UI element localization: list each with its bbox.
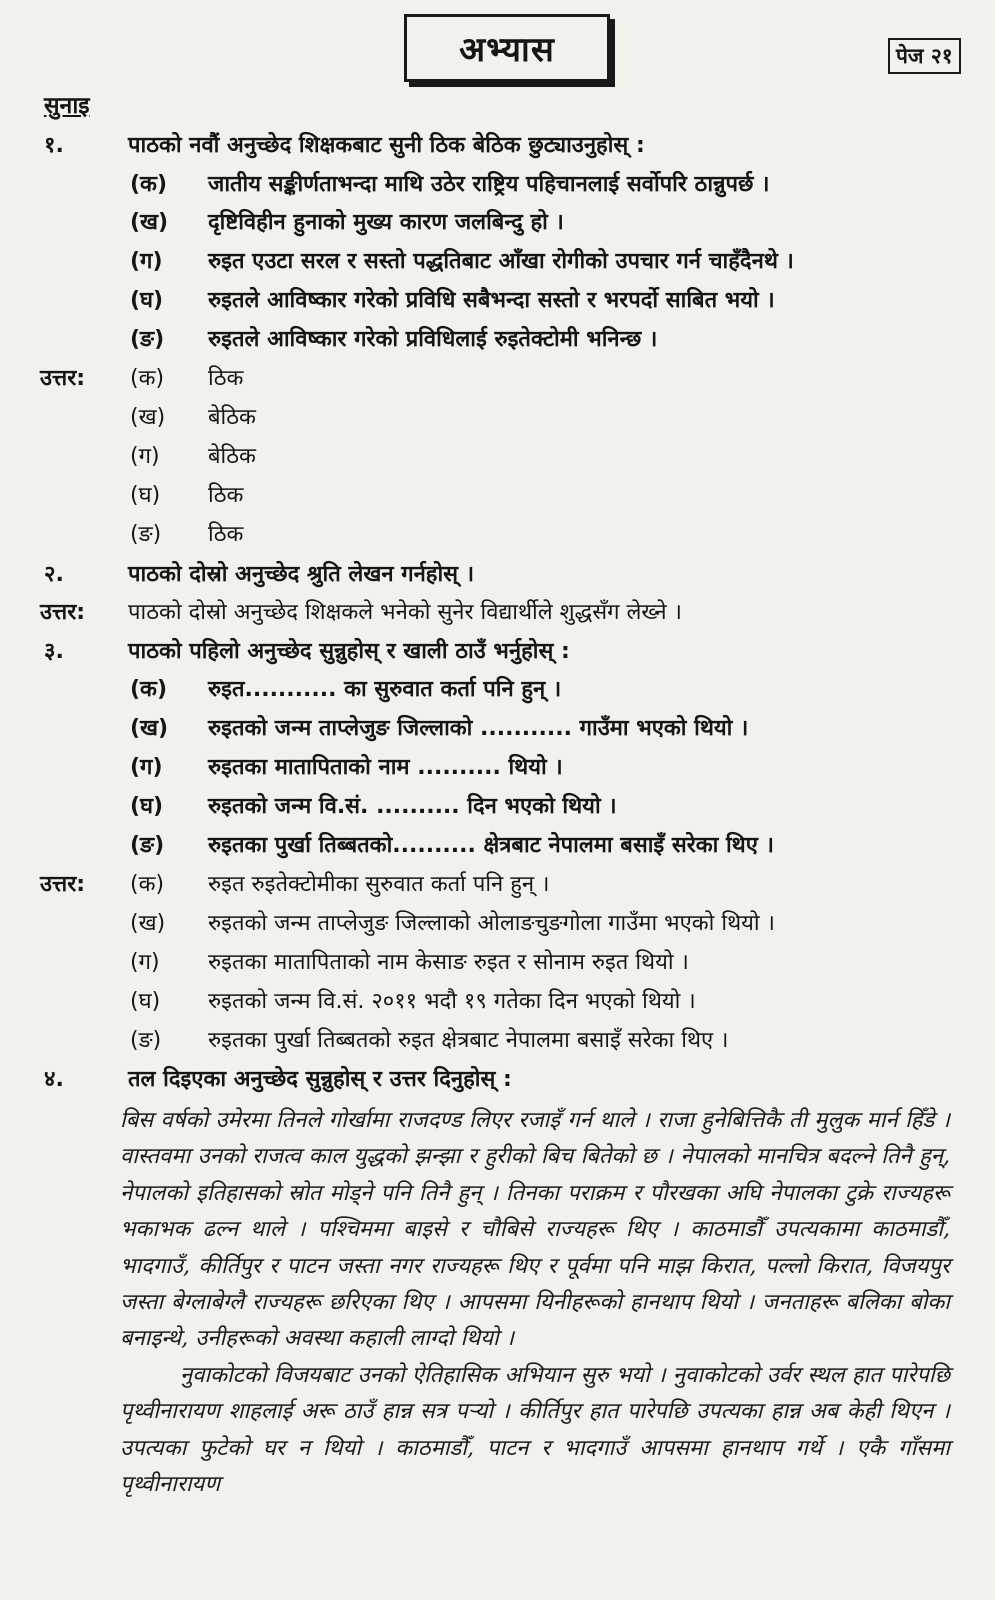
reading-passage <box>120 1103 950 1503</box>
list-item <box>0 789 995 825</box>
question-text: पाठको नवौं अनुच्छेद शिक्षकबाट सुनी ठिक बेठिक छुट्याउनुहोस् : <box>128 133 645 158</box>
answer-text: रुइतको जन्म ताप्लेजुङ जिल्लाको ओलाङचुङगोला गाउँमा भएको थियो । <box>208 911 775 936</box>
answer-text: रुइतका मातापिताको नाम केसाङ रुइत र सोनाम रुइत थियो । <box>208 950 689 975</box>
exercise-title-box <box>404 14 610 82</box>
item-text: दृष्टिविहीन हुनाको मुख्य कारण जलबिन्दु हो । <box>208 210 564 235</box>
answer-label: उत्तर: <box>40 600 86 625</box>
item-label: (ङ) <box>130 522 162 547</box>
item-text: रुइतले आविष्कार गरेको प्रविधिलाई रुइतेक्टोमी भनिन्छ । <box>208 327 658 352</box>
question-3 <box>0 634 995 670</box>
answer-text: पाठको दोस्रो अनुच्छेद शिक्षकले भनेको सुनेर विद्यार्थीले शुद्धसँग लेख्ने । <box>128 600 682 625</box>
item-text: जातीय सङ्कीर्णताभन्दा माथि उठेर राष्ट्रिय पहिचानलाई सर्वोपरि ठान्नुपर्छ । <box>208 172 770 197</box>
item-label: (ग) <box>130 249 163 274</box>
item-label: (क) <box>130 677 168 702</box>
answer-row <box>0 361 995 397</box>
item-label: (घ) <box>130 989 161 1014</box>
answer-row <box>0 439 995 475</box>
answer-row <box>0 984 995 1020</box>
list-item <box>0 672 995 708</box>
list-item <box>0 167 995 203</box>
item-text: रुइतका मातापिताको नाम .......... थियो । <box>208 755 563 780</box>
answer-row <box>0 595 995 631</box>
item-label: (क) <box>130 872 165 897</box>
list-item <box>0 322 995 358</box>
question-number: ३. <box>44 639 64 664</box>
item-label: (ग) <box>130 950 160 975</box>
item-text: रुइत एउटा सरल र सस्तो पद्धतिबाट आँखा रोगीको उपचार गर्न चाहँदैनथे । <box>208 249 794 274</box>
answer-text: ठिक <box>208 522 244 547</box>
question-4 <box>0 1062 995 1098</box>
answer-row <box>0 906 995 942</box>
question-1 <box>0 128 995 164</box>
item-label: (ङ) <box>130 833 165 858</box>
item-text: रुइतका पुर्खा तिब्बतको.......... क्षेत्रबाट नेपालमा बसाइँ सरेका थिए । <box>208 833 774 858</box>
exercise-title: अभ्यास <box>459 30 555 70</box>
answer-text: रुइत रुइतेक्टोमीका सुरुवात कर्ता पनि हुन् । <box>208 872 550 897</box>
answer-row <box>0 478 995 514</box>
list-item <box>0 750 995 786</box>
answer-text: बेठिक <box>208 444 256 469</box>
answer-text: रुइतको जन्म वि.सं. २०११ भदौ १९ गतेका दिन भएको थियो । <box>208 989 696 1014</box>
list-item <box>0 283 995 319</box>
answer-text: ठिक <box>208 483 244 508</box>
question-text: पाठको दोस्रो अनुच्छेद श्रुति लेखन गर्नहोस् । <box>128 562 475 587</box>
item-label: (घ) <box>130 288 164 313</box>
item-label: (ख) <box>130 405 166 430</box>
item-label: (ग) <box>130 755 163 780</box>
item-label: (ख) <box>130 210 169 235</box>
item-label: (ख) <box>130 911 166 936</box>
answer-label: उत्तर: <box>40 366 86 391</box>
answer-row <box>0 400 995 436</box>
question-2 <box>0 557 995 593</box>
answer-label: उत्तर: <box>40 872 86 897</box>
item-label: (ख) <box>130 716 169 741</box>
item-text: रुइतको जन्म वि.सं. .......... दिन भएको थियो । <box>208 794 617 819</box>
question-text: तल दिइएका अनुच्छेद सुन्नुहोस् र उत्तर दिनुहोस् : <box>128 1067 512 1092</box>
item-label: (घ) <box>130 794 164 819</box>
question-text: पाठको पहिलो अनुच्छेद सुन्नुहोस् र खाली ठाउँ भर्नुहोस् : <box>128 639 570 664</box>
answer-text: बेठिक <box>208 405 256 430</box>
answer-row <box>0 867 995 903</box>
page-number-badge: पेज २१ <box>888 38 961 74</box>
list-item <box>0 244 995 280</box>
answer-row <box>0 517 995 553</box>
item-label: (क) <box>130 172 168 197</box>
question-number: ४. <box>44 1067 64 1092</box>
section-heading: सुनाइ <box>44 93 90 119</box>
passage-paragraph: बिस वर्षको उमेरमा तिनले गोर्खामा राजदण्ड लिएर रजाइँ गर्न थाले । राजा हुनेबित्तिकै ती मुलुक मार्न हिँडे । वास्तवमा उनको राजत्व काल युद्धको झन्झा र हुरीको बिच बितेको छ । नेपालको मानचित्र बदल्ने तिनै हुन्, नेपालको इतिहासको स्रोत मोड्ने पनि तिनै हुन् । तिनका पराक्रम र पौरखका अघि नेपालका टुक्रे राज्यहरू भकाभक ढल्न थाले । पश्चिममा बाइसे र चौबिसे राज्यहरू थिए । काठमाडौँ उपत्यकामा काठमाडौँ, भादगाउँ, कीर्तिपुर र पाटन जस्ता नगर राज्यहरू थिए र पूर्वमा पनि माझ किरात, पल्लो किरात, विजयपुर जस्ता बेग्लाबेग्लै राज्यहरू छरिएका थिए । आपसमा यिनीहरूको हानथाप थियो । जनताहरू बलिका बोका बनाइन्थे, उनीहरूको अवस्था कहाली लाग्दो थियो । <box>120 1108 950 1352</box>
question-number: २. <box>44 562 64 587</box>
item-text: रुइत........... का सुरुवात कर्ता पनि हुन् । <box>208 677 562 702</box>
question-number: १. <box>44 133 64 158</box>
item-label: (ङ) <box>130 1028 162 1053</box>
answer-row <box>0 945 995 981</box>
list-item <box>0 828 995 864</box>
item-label: (क) <box>130 366 165 391</box>
answer-row <box>0 1023 995 1059</box>
item-label: (ङ) <box>130 327 165 352</box>
item-label: (ग) <box>130 444 160 469</box>
item-text: रुइतको जन्म ताप्लेजुङ जिल्लाको ........... गाउँमा भएको थियो । <box>208 716 749 741</box>
item-text: रुइतले आविष्कार गरेको प्रविधि सबैभन्दा सस्तो र भरपर्दो साबित भयो । <box>208 288 775 313</box>
item-label: (घ) <box>130 483 161 508</box>
answer-text: ठिक <box>208 366 244 391</box>
list-item <box>0 711 995 747</box>
list-item <box>0 205 995 241</box>
passage-paragraph: नुवाकोटको विजयबाट उनको ऐतिहासिक अभियान सुरु भयो । नुवाकोटको उर्वर स्थल हात पारेपछि पृथ्वीनारायण शाहलाई अरू ठाउँ हान्न सत्र पर्‍यो । कीर्तिपुर हात पारेपछि उपत्यका हान्न अब केही थिएन । उपत्यका फुटेको घर न थियो । काठमाडौँ, पाटन र भादगाउँ आपसमा हानथाप गर्थे । एकै गाँसमा पृथ्वीनारायण <box>120 1362 950 1498</box>
answer-text: रुइतका पुर्खा तिब्बतको रुइत क्षेत्रबाट नेपालमा बसाइँ सरेका थिए । <box>208 1028 729 1053</box>
